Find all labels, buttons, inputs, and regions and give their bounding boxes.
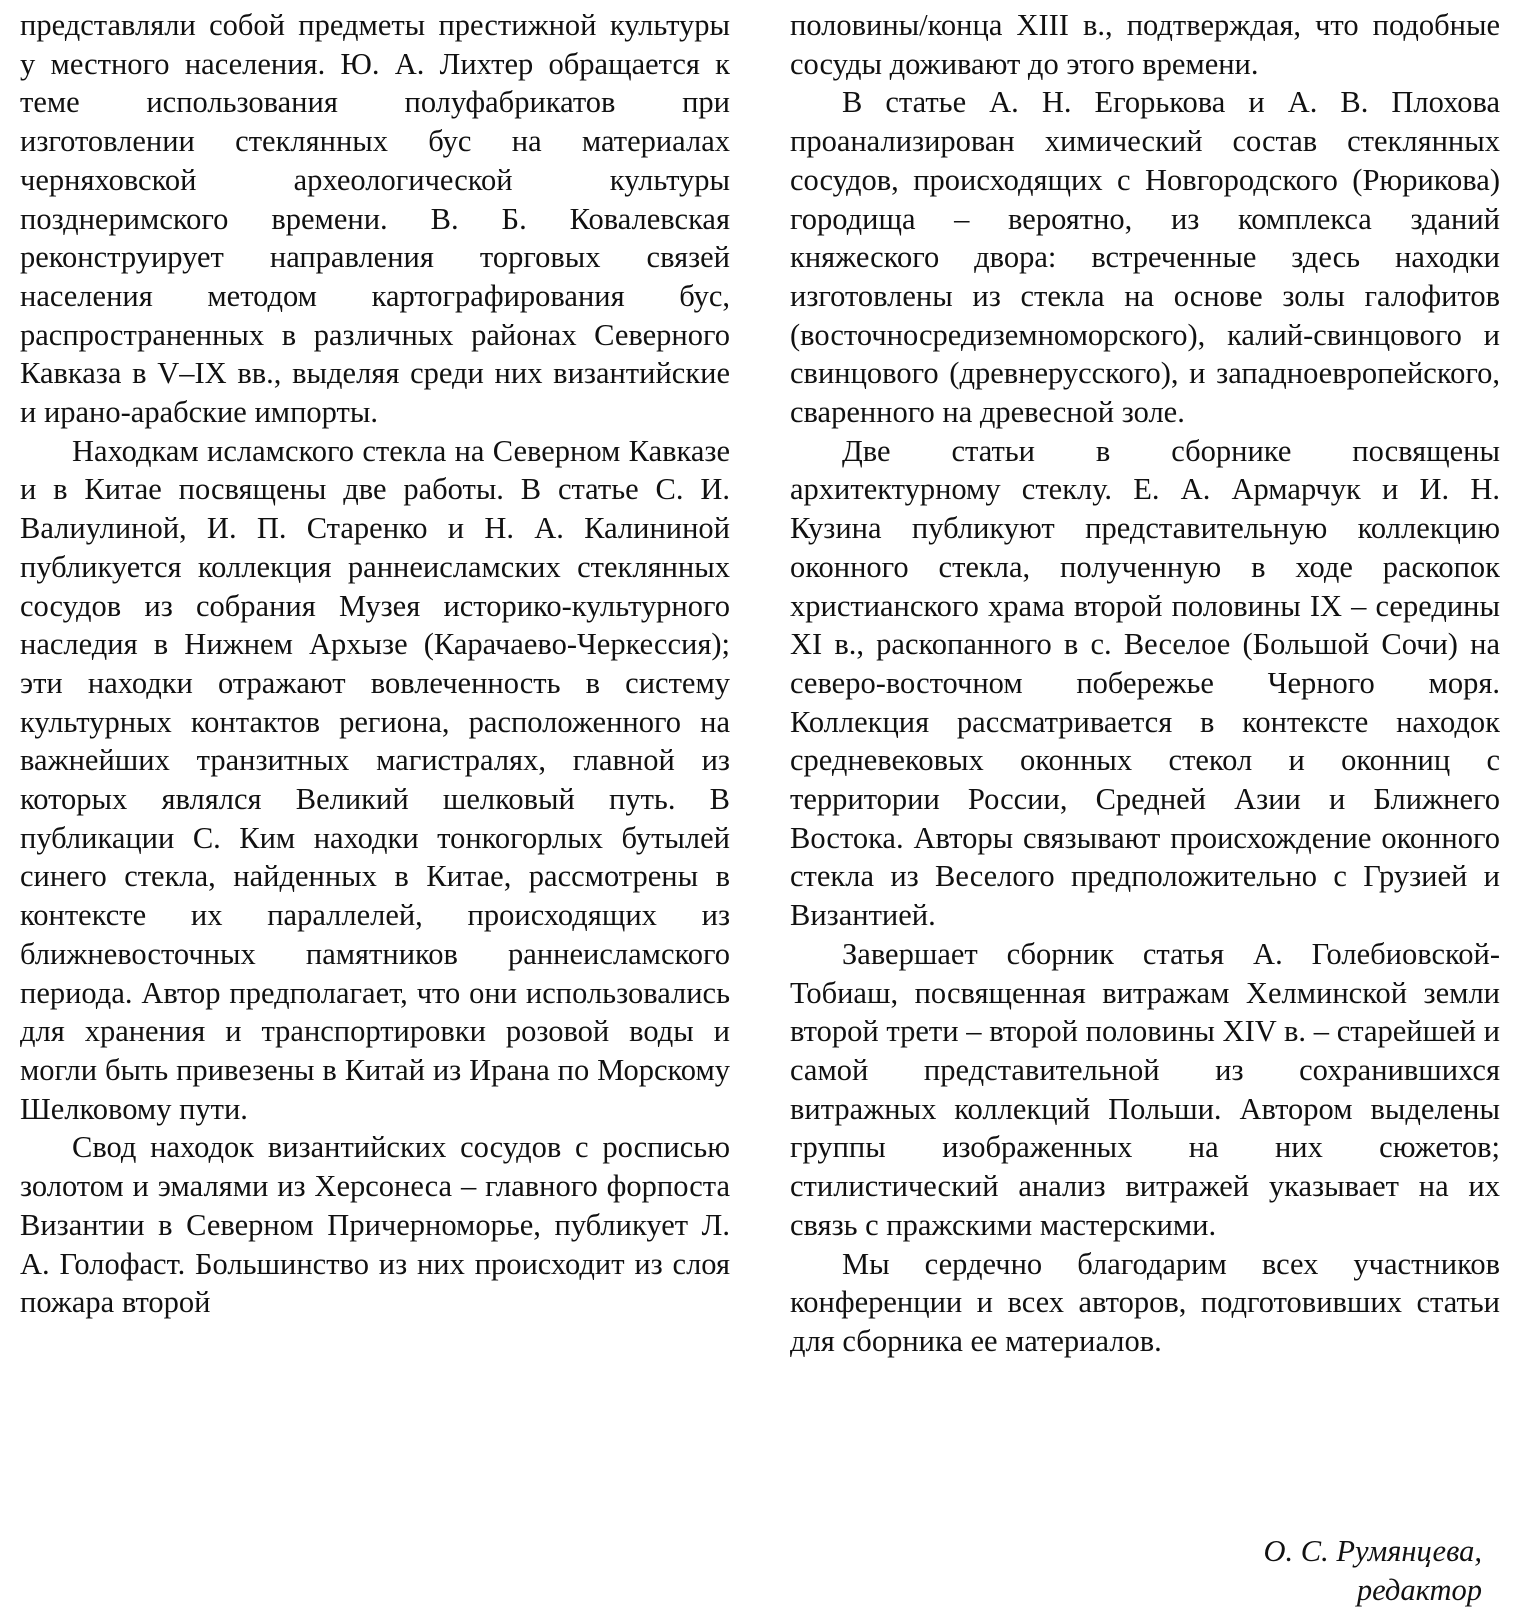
editor-signature bbox=[1263, 1532, 1482, 1609]
right-paragraph-5: Мы сердечно благодарим всех участников конференции и всех авторов, подготовивших статьи для сборника ее материалов. bbox=[790, 1246, 1500, 1358]
right-paragraph-2: В статье А. Н. Егорькова и А. В. Плохова проанализирован химический состав стеклянных сосудов, происходящих с Новгородского (Рюрикова) городища – вероятно, из комплекса зданий княжеского двора: встреченные здесь находки изготовлены из стекла на основе золы галофитов (восточносредиземноморского), калий-свинцового и свинцового (древнерусского), и западноевропейского, сваренного на древесной золе. bbox=[790, 85, 1500, 430]
right-column bbox=[790, 6, 1500, 1361]
right-paragraph-1: половины/конца XIII в., подтверждая, что подобные сосуды доживают до этого времени. bbox=[790, 8, 1500, 81]
editor-name: О. С. Румянцева, bbox=[1263, 1534, 1482, 1568]
text-columns bbox=[20, 6, 1500, 1361]
left-paragraph-2: Находкам исламского стекла на Северном Кавказе и в Китае посвящены две работы. В статье С. И. Валиулиной, И. П. Старенко и Н. А. Калининой публикуется коллекция раннеисламских стеклянных сосудов из собрания Музея историко-культурного наследия в Нижнем Архызе (Карачаево-Черкессия); эти находки отражают вовлеченность в систему культурных контактов региона, расположенного на важнейших транзитных магистралях, главной из которых являлся Великий шелковый путь. В публикации С. Ким находки тонкогорлых бутылей синего стекла, найденных в Китае, рассмотрены в контексте их параллелей, происходящих из ближневосточных памятников раннеисламского периода. Автор предполагает, что они использовались для хранения и транспортировки розовой воды и могли быть привезены в Китай из Ирана по Морскому Шелковому пути. bbox=[20, 433, 730, 1126]
editor-role: редактор bbox=[1356, 1572, 1482, 1607]
right-paragraph-4: Завершает сборник статья А. Голебиовской-Тобиаш, посвященная витражам Хелминской земли второй трети – второй половины XIV в. – старейшей и самой представительной из сохранившихся витражных коллекций Польши. Автором выделены группы изображенных на них сюжетов; стилистический анализ витражей указывает на их связь с пражскими мастерскими. bbox=[790, 936, 1500, 1242]
left-column bbox=[20, 6, 730, 1361]
document-page bbox=[20, 6, 1500, 1607]
left-paragraph-1: представляли собой предметы престижной культуры у местного населения. Ю. А. Лихтер обращается к теме использования полуфабрикатов при изготовлении стеклянных бус на материалах черняховской археологической культуры позднеримского времени. В. Б. Ковалевская реконструирует направления торговых связей населения методом картографирования бус, распространенных в различных районах Северного Кавказа в V–IX вв., выделяя среди них византийские и ирано-арабские импорты. bbox=[20, 8, 730, 430]
right-paragraph-3: Две статьи в сборнике посвящены архитектурному стеклу. Е. А. Армарчук и И. Н. Кузина публикуют представительную коллекцию оконного стекла, полученную в ходе раскопок христианского храма второй половины IX – середины XI в., раскопанного в с. Веселое (Большой Сочи) на северо-восточном побережье Черного моря. Коллекция рассматривается в контексте находок средневековых оконных стекол и оконниц с территории России, Средней Азии и Ближнего Востока. Авторы связывают происхождение оконного стекла из Веселого предположительно с Грузией и Византией. bbox=[790, 433, 1500, 933]
left-paragraph-3: Свод находок византийских сосудов с росписью золотом и эмалями из Херсонеса – главного форпоста Византии в Северном Причерноморье, публикует Л. А. Голофаст. Большинство из них происходит из слоя пожара второй bbox=[20, 1130, 730, 1320]
